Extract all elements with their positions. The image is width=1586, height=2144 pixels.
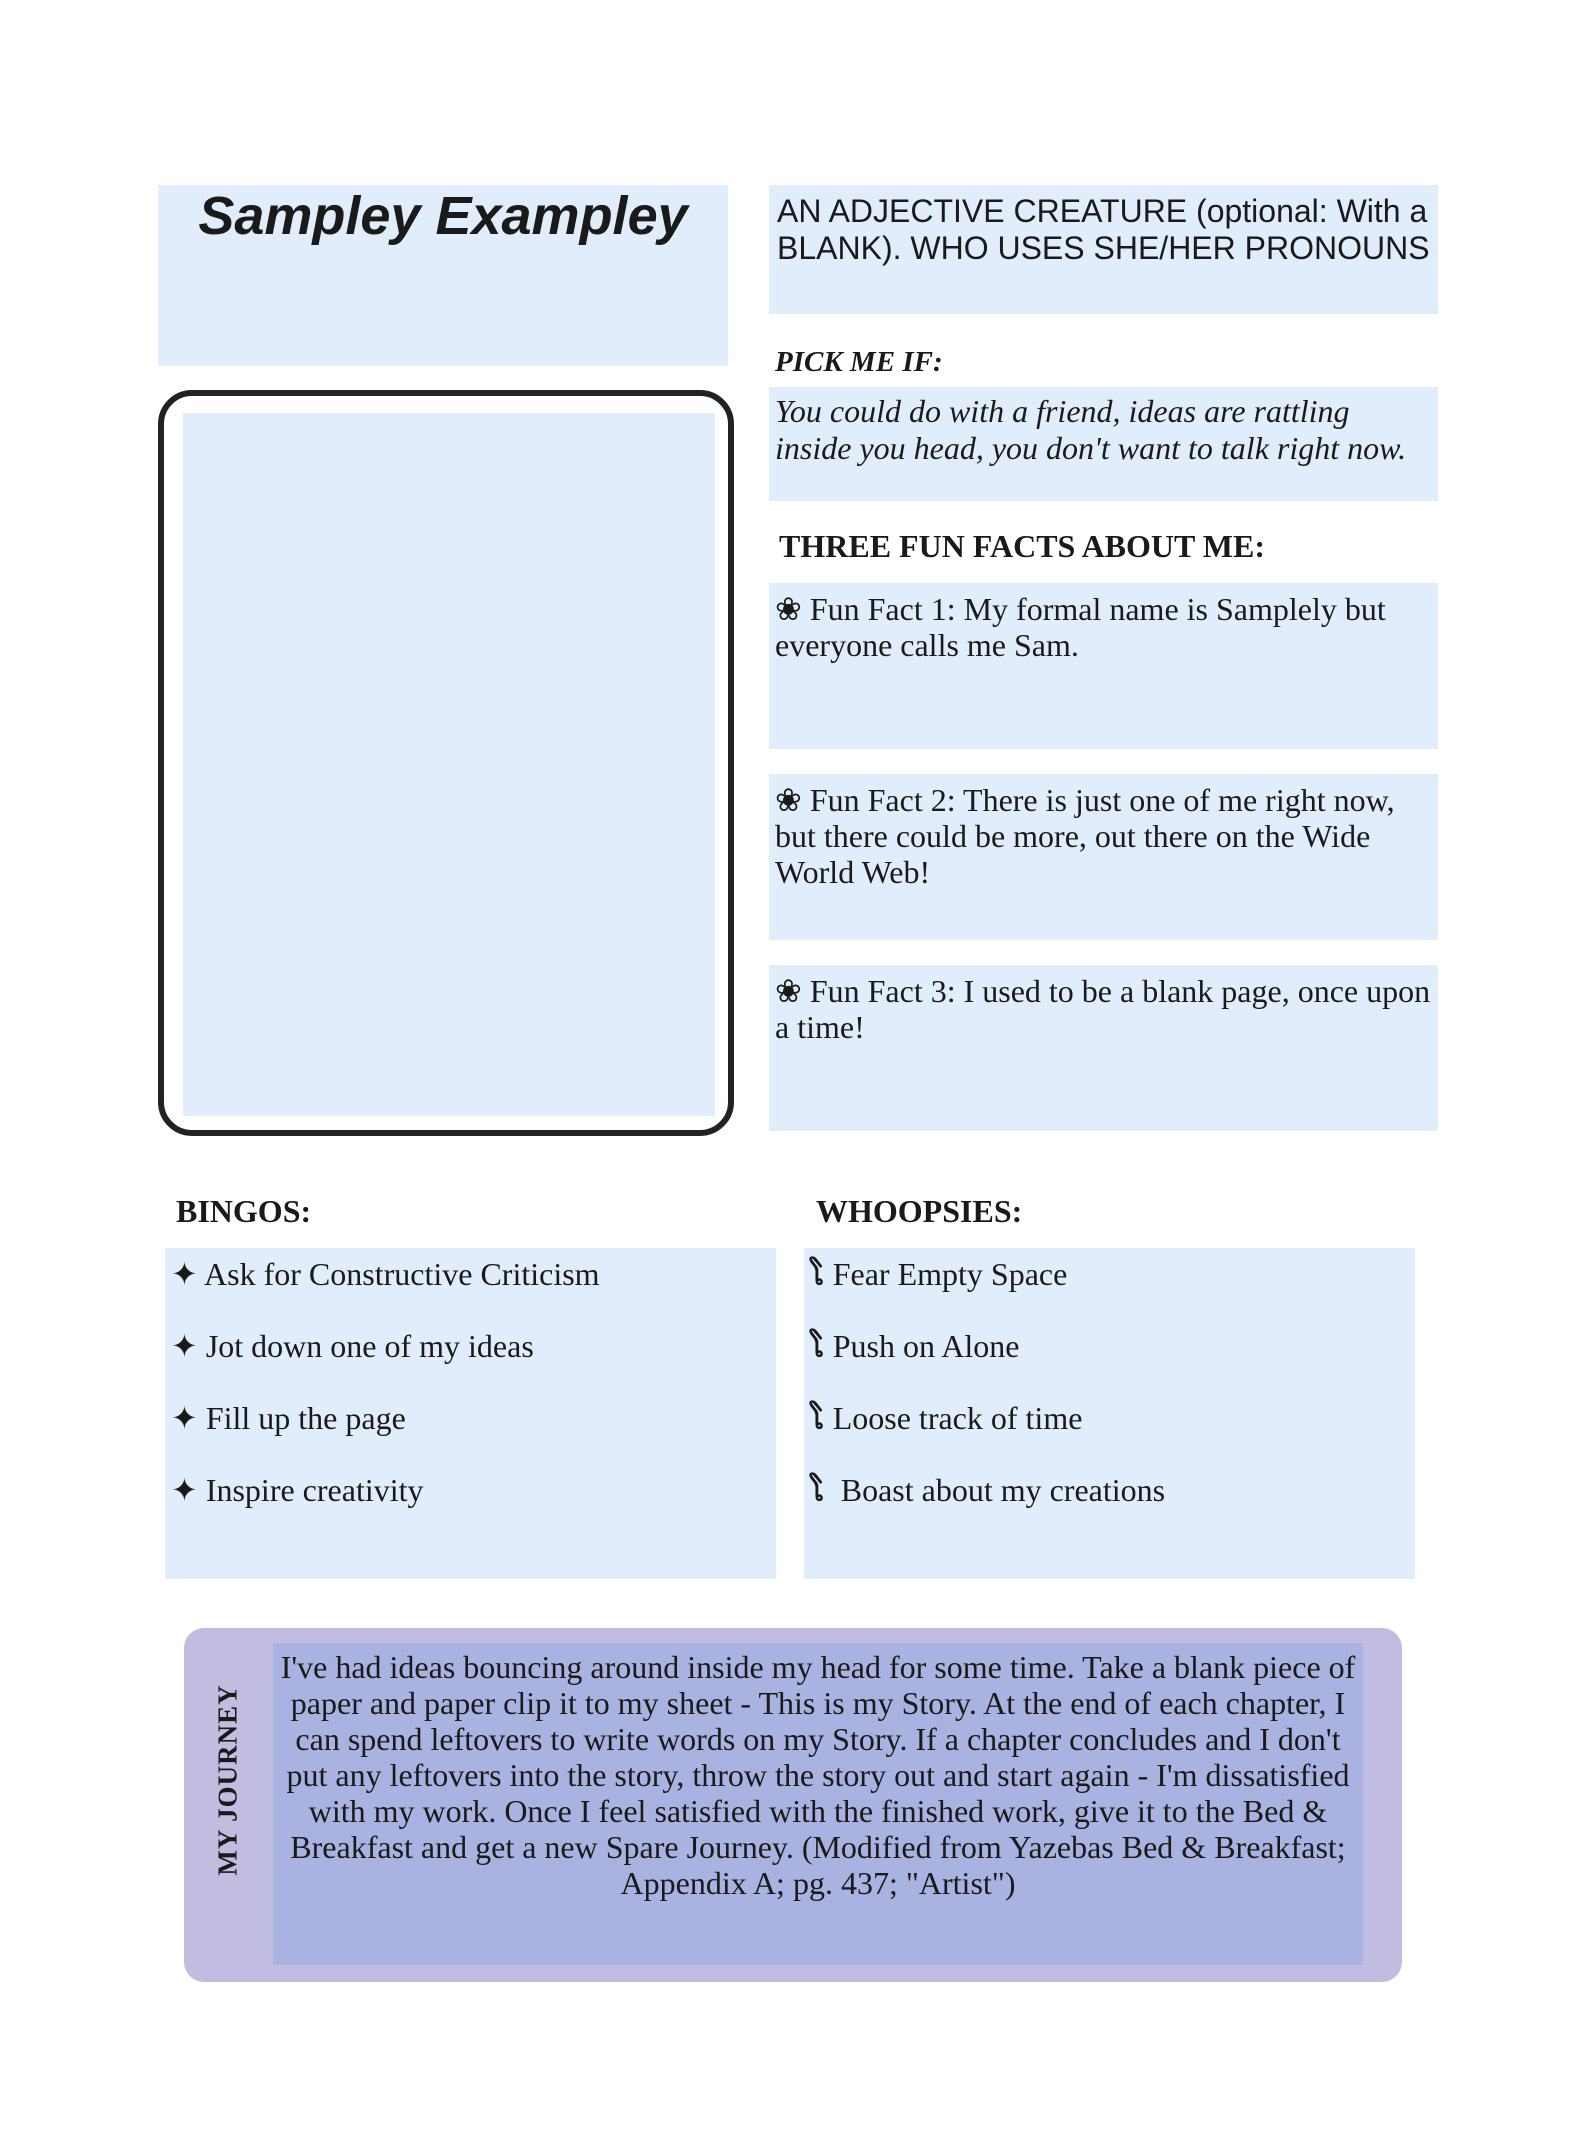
bingos-label: BINGOS: [176, 1193, 312, 1229]
list-item: ໂ Loose track of time [810, 1400, 1083, 1436]
bingos-list [165, 1248, 776, 1579]
species-box: AN ADJECTIVE CREATURE (optional: With a BLANK). WHO USES SHE/HER PRONOUNS [769, 185, 1438, 314]
fun-fact-2: ❀ Fun Fact 2: There is just one of me right now, but there could be more, out there on the Wide World Web! [769, 774, 1438, 940]
list-item: ✦ Jot down one of my ideas [171, 1328, 534, 1364]
fun-facts-label: THREE FUN FACTS ABOUT ME: [779, 528, 1265, 564]
journey-text: I've had ideas bouncing around inside my head for some time. Take a blank piece of paper and paper clip it to my sheet - This is my Story. At the end of each chapter, I can spend leftovers to write words on my Story. If a chapter concludes and I don't put any leftovers into the story, throw the story out and start again - I'm dissatisfied with my work. Once I feel satisfied with the finished work, give it to the Bed & Breakfast and get a new Spare Journey. (Modified from Yazebas Bed & Breakfast; Appendix A; pg. 437; "Artist") [280, 1649, 1356, 1901]
character-name: Sampley Exampley [198, 186, 688, 246]
list-item: ໂ Boast about my creations [810, 1472, 1166, 1508]
pick-me-text: You could do with a friend, ideas are rattling inside you head, you don't want to talk right now. [769, 387, 1438, 501]
list-item: ✦ Inspire creativity [171, 1472, 424, 1508]
journey-label: MY JOURNEY [212, 1684, 243, 1876]
fun-fact-1: ❀ Fun Fact 1: My formal name is Samplely but everyone calls me Sam. [769, 583, 1438, 749]
list-item: ✦ Fill up the page [171, 1400, 406, 1436]
list-item: ✦ Ask for Constructive Criticism [171, 1256, 600, 1292]
whoopsies-list [804, 1248, 1415, 1579]
list-item: ໂ Push on Alone [810, 1328, 1020, 1364]
fun-fact-3: ❀ Fun Fact 3: I used to be a blank page, once upon a time! [769, 965, 1438, 1131]
list-item: ໂ Fear Empty Space [810, 1256, 1068, 1292]
whoopsies-label: WHOOPSIES: [816, 1193, 1023, 1229]
pick-me-label: PICK ME IF: [775, 346, 943, 378]
portrait-frame [158, 390, 734, 1136]
